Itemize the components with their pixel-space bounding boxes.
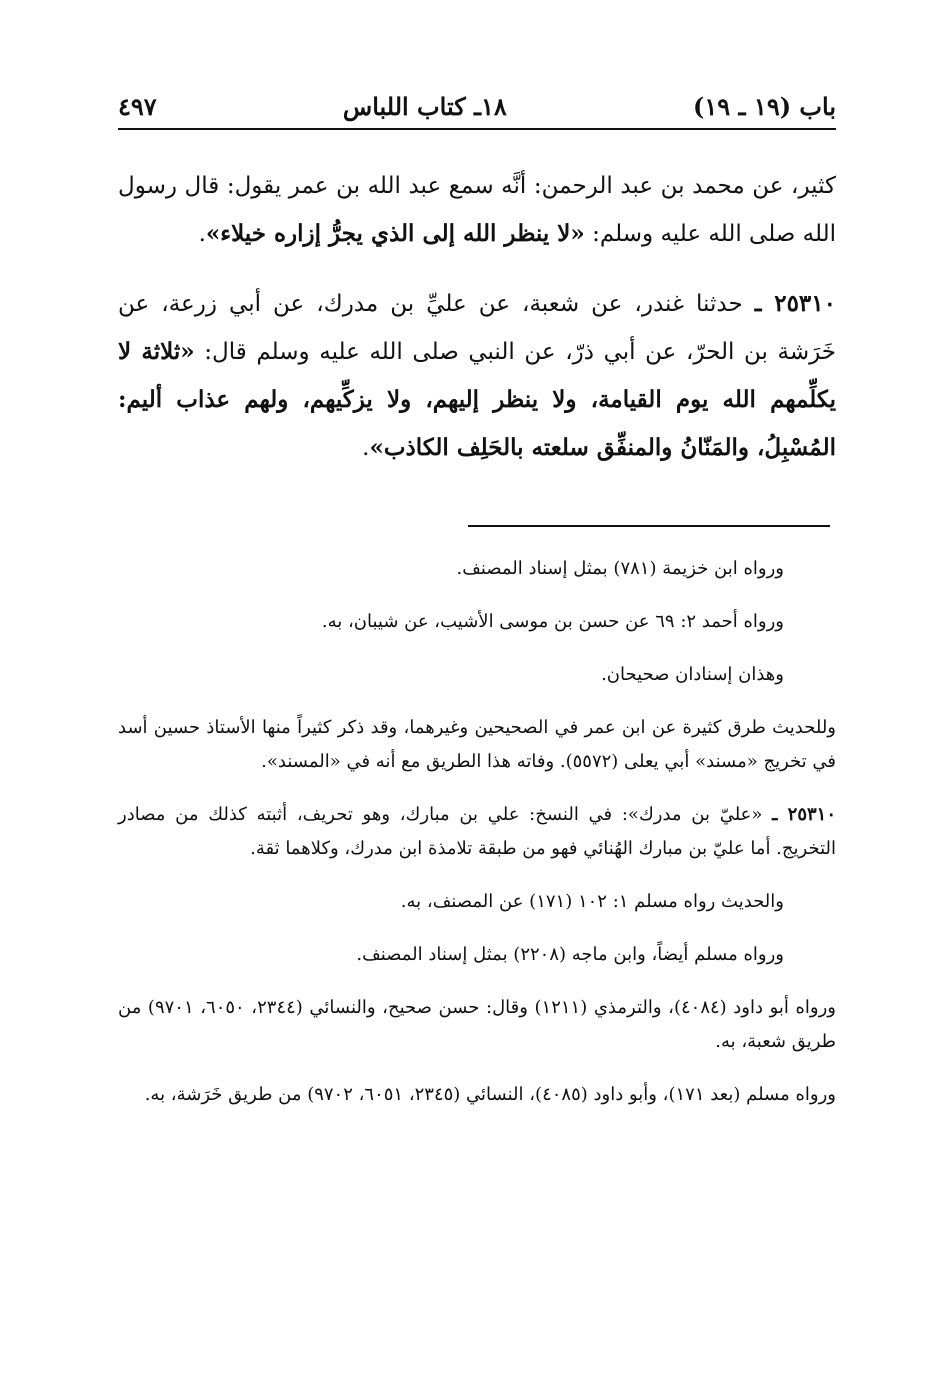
book-title: ١٨ـ كتاب اللباس — [342, 91, 507, 121]
main-text — [118, 162, 836, 494]
hadith-paragraph-1 — [118, 162, 836, 258]
hadith-number: ٢٥٣١٠ ـ — [754, 290, 836, 317]
chapter-label: باب (١٩ ـ ١٩) — [693, 91, 836, 121]
footnote-line — [118, 798, 836, 866]
footnote-separator — [468, 525, 830, 527]
hadith-paragraph-2 — [118, 280, 836, 472]
period: . — [362, 435, 370, 461]
footnotes — [118, 552, 836, 1131]
header-rule — [118, 128, 836, 130]
footnote-line: وللحديث طرق كثيرة عن ابن عمر في الصحيحين وغيرهما، وقد ذكر كثيراً منها الأستاذ حسين أسد في تخريج «مسند» أبي يعلى (٥٥٧٢). وفاته هذا الطريق مع أنه في «المسند». — [118, 717, 836, 772]
page-header — [118, 86, 836, 126]
footnote-line: ورواه ابن خزيمة (٧٨١) بمثل إسناد المصنف. — [456, 558, 784, 579]
footnote-line: ورواه مسلم (بعد ١٧١)، وأبو داود (٤٠٨٥)، النسائي (٢٣٤٥، ٦٠٥١، ٩٧٠٢) من طريق خَرَشة، به. — [144, 1084, 836, 1105]
page-number: ٤٩٧ — [118, 91, 157, 121]
hadith-quote: «ثلاثة لا يكلِّمهم الله يوم القيامة، ولا ينظر إليهم، ولا يزكِّيهم، ولهم عذاب أليم: المُسْبِلُ، والمَنّانُ والمنفِّق سلعته بالحَلِف الكاذب» — [118, 338, 836, 461]
footnote-line: وهذان إسنادان صحيحان. — [601, 664, 784, 685]
period: . — [198, 221, 206, 247]
footnote-text: «عليّ بن مدرك»: في النسخ: علي بن مبارك، وهو تحريف، أثبته كذلك من مصادر التخريج. أما عليّ بن مبارك الهُنائي فهو من طبقة تلامذة ابن مدرك، وكلاهما ثقة. — [118, 804, 836, 859]
footnote-line: والحديث رواه مسلم ١: ١٠٢ (١٧١) عن المصنف، به. — [400, 891, 784, 912]
narration-text: كثير، عن محمد بن عبد الرحمن: أنَّه سمع عبد الله بن عمر يقول: قال رسول الله صلى الله عليه وسلم: — [118, 173, 836, 247]
hadith-quote: «لا ينظر الله إلى الذي يجرُّ إزاره خيلاء» — [205, 220, 585, 247]
footnote-line: ورواه مسلم أيضاً، وابن ماجه (٢٢٠٨) بمثل إسناد المصنف. — [356, 944, 784, 965]
footnote-number: ٢٥٣١٠ ـ — [772, 804, 836, 825]
footnote-line: ورواه أبو داود (٤٠٨٤)، والترمذي (١٢١١) وقال: حسن صحيح، والنسائي (٢٣٤٤، ٦٠٥٠، ٩٧٠١) من طريق شعبة، به. — [118, 997, 836, 1052]
narration-text: حدثنا غندر، عن شعبة، عن عليِّ بن مدرك، عن أبي زرعة، عن خَرَشة بن الحرّ، عن أبي ذرّ، عن النبي صلى الله عليه وسلم قال: — [118, 291, 836, 365]
footnote-line: ورواه أحمد ٢: ٦٩ عن حسن بن موسى الأشيب، عن شيبان، به. — [321, 611, 784, 632]
